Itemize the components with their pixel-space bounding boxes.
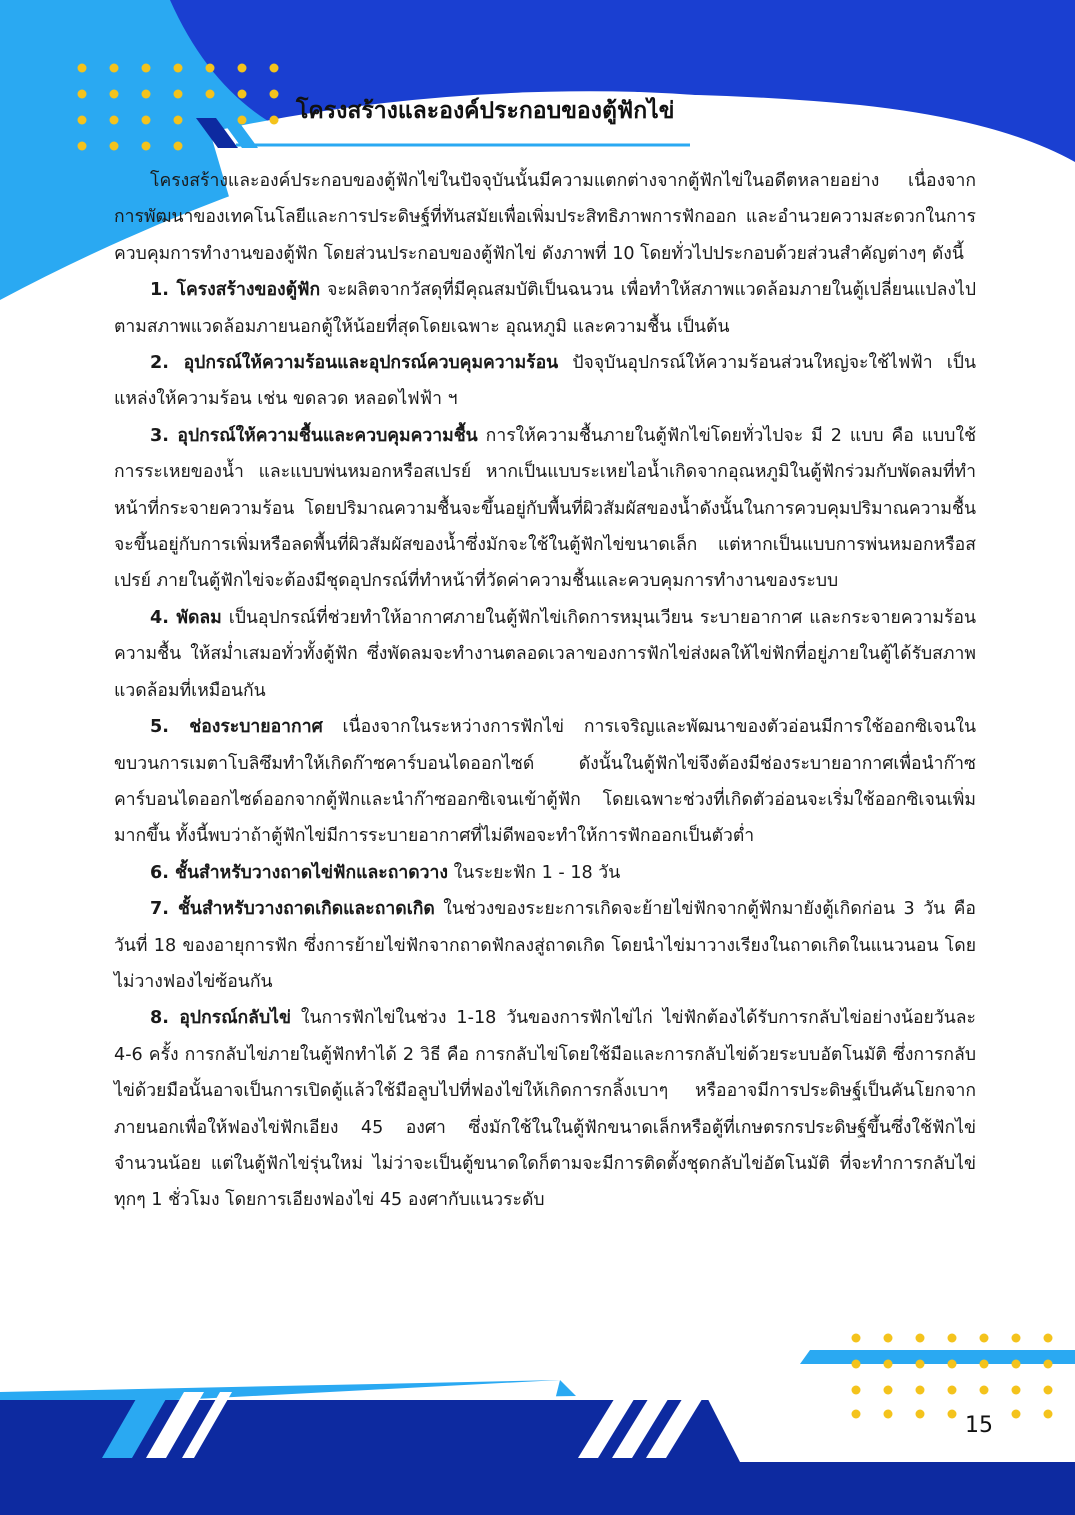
item-egg-turner bbox=[114, 1000, 976, 1218]
document-body bbox=[114, 163, 976, 1219]
item-text: การให้ความชื้นภายในตู้ฟักไข่โดยทั่วไปจะ มี 2 แบบ คือ แบบใช้การระเหยของน้ำ และแบบพ่นหมอกหรือสเปรย์ หากเป็นแบบระเหยไอน้ำเกิดจากอุณหภูมิในตู้ฟักร่วมกับพัดลมที่ทำหน้าที่กระจายความร้อน โดยปริมาณความชื้นจะขึ้นอยู่กับพื้นที่ผิวสัมผัสของน้ำดังนั้นในการควบคุมปริมาณความชื้นจะขึ้นอยู่กับการเพิ่มหรือลดพื้นที่ผิวสัมผัสของน้ำซึ่งมักจะใช้ในตู้ฟักไข่ขนาดเล็ก แต่หากเป็นแบบการพ่นหมอกหรือสเปรย์ ภายในตู้ฟักไข่จะต้องมีชุดอุปกรณ์ที่ทำหน้าที่วัดค่าความชื้นและควบคุมการทำงานของระบบ bbox=[114, 425, 977, 592]
item-humidity bbox=[114, 418, 976, 600]
item-heading: 3. อุปกรณ์ให้ความชื้นและควบคุมความชื้น bbox=[150, 425, 478, 446]
item-text: เนื่องจากในระหว่างการฟักไข่ การเจริญและพัฒนาของตัวอ่อนมีการใช้ออกซิเจนในขบวนการเมตาโบลิซึมทำให้เกิดก๊าซคาร์บอนไดออกไซด์ ดังนั้นในตู้ฟักไข่จึงต้องมีช่องระบายอากาศเพื่อนำก๊าซคาร์บอนไดออกไซด์ออกจากตู้ฟักและนำก๊าซออกซิเจนเข้าตู้ฟัก โดยเฉพาะช่วงที่เกิดตัวอ่อนจะเริ่มใช้ออกซิเจนเพิ่มมากขึ้น ทั้งนี้พบว่าถ้าตู้ฟักไข่มีการระบายอากาศที่ไม่ดีพอจะทำให้การฟักออกเป็นตัวต่ำ bbox=[114, 717, 976, 847]
page-title: โครงสร้างและองค์ประกอบของตู้ฟักไข่ bbox=[296, 98, 675, 124]
item-setter-shelf bbox=[114, 855, 976, 891]
paragraph-text: โครงสร้างและองค์ประกอบของตู้ฟักไข่ในปัจจุบันนั้นมีความแตกต่างจากตู้ฟักไข่ในอดีตหลายอย่าง เนื่องจากการพัฒนาของเทคโนโลยีและการประดิษฐ์ที่ทันสมัยเพื่อเพิ่มประสิทธิภาพการฟักออก และอำนวยความสะดวกในการควบคุมการทำงานของตู้ฟัก โดยส่วนประกอบของตู้ฟักไข่ ดังภาพที่ 10 โดยทั่วไปประกอบด้วยส่วนสำคัญต่างๆ ดังนี้ bbox=[114, 171, 976, 264]
item-text: ในระยะฟัก 1 - 18 วัน bbox=[448, 862, 621, 883]
item-ventilation bbox=[114, 709, 976, 855]
item-heading: 6. ชั้นสำหรับวางถาดไข่ฟักและถาดวาง bbox=[150, 862, 449, 883]
item-heading: 4. พัดลม bbox=[150, 607, 222, 628]
item-heading: 5. ช่องระบายอากาศ bbox=[150, 717, 323, 738]
item-heading: 7. ชั้นสำหรับวางถาดเกิดและถาดเกิด bbox=[150, 899, 435, 920]
footer-right-light-band bbox=[800, 1350, 1075, 1364]
item-structure bbox=[114, 272, 976, 345]
item-text: ในการฟักไข่ในช่วง 1-18 วันของการฟักไข่ไก่ ไข่ฟักต้องได้รับการกลับไข่อย่างน้อยวันละ 4-6 ครั้ง การกลับไข่ภายในตู้ฟักทำได้ 2 วิธี คือ การกลับไข่โดยใช้มือและการกลับไข่ด้วยระบบอัตโนมัติ ซึ่งการกลับไข่ด้วยมือนั้นอาจเป็นการเปิดตู้แล้วใช้มือลูบไปที่ฟองไข่ให้เกิดการกลิ้งเบาๆ หรืออาจมีการประดิษฐ์เป็นคันโยกจากภายนอกเพื่อให้ฟองไข่ฟักเอียง 45 องศา ซึ่งมักใช้ในในตู้ฟักขนาดเล็กหรือตู้ที่เกษตรกรประดิษฐ์ขึ้นซึ่งใช้ฟักไข่จำนวนน้อย แต่ในตู้ฟักไข่รุ่นใหม่ ไม่ว่าจะเป็นตู้ขนาดใดก็ตามจะมีการติดตั้งชุดกลับไข่อัตโนมัติ ที่จะทำการกลับไข่ทุกๆ 1 ชั่วโมง โดยการเอียงฟองไข่ 45 องศากับแนวระดับ bbox=[114, 1008, 976, 1211]
item-heading: 2. อุปกรณ์ให้ความร้อนและอุปกรณ์ควบคุมความร้อน bbox=[150, 353, 559, 374]
item-heading: 1. โครงสร้างของตู้ฟัก bbox=[150, 280, 321, 301]
item-heater bbox=[114, 345, 976, 418]
item-fan bbox=[114, 600, 976, 709]
item-text: ในช่วงของระยะการเกิดจะย้ายไข่ฟักจากตู้ฟักมายังตู้เกิดก่อน 3 วัน คือวันที่ 18 ของอายุการฟัก ซึ่งการย้ายไข่ฟักจากถาดฟักลงสู่ถาดเกิด โดยนำไข่มาวางเรียงในถาดเกิดในแนวนอน โดยไม่วางฟองไข่ซ้อนกัน bbox=[114, 899, 976, 992]
page-number: 15 bbox=[965, 1413, 993, 1438]
item-heading: 8. อุปกรณ์กลับไข่ bbox=[150, 1008, 291, 1029]
item-text: จะผลิตจากวัสดุที่มีคุณสมบัติเป็นฉนวน เพื่อทำให้สภาพแวดล้อมภายในตู้เปลี่ยนแปลงไปตามสภาพแวดล้อมภายนอกตู้ให้น้อยที่สุดโดยเฉพาะ อุณหภูมิ และความชื้น เป็นต้น bbox=[114, 280, 976, 337]
item-text: เป็นอุปกรณ์ที่ช่วยทำให้อากาศภายในตู้ฟักไข่เกิดการหมุนเวียน ระบายอากาศ และกระจายความร้อน ความชื้น ให้สม่ำเสมอทั่วทั้งตู้ฟัก ซึ่งพัดลมจะทำงานตลอดเวลาของการฟักไข่ส่งผลให้ไข่ฟักที่อยู่ภายในตู้ได้รับสภาพแวดล้อมที่เหมือนกัน bbox=[114, 607, 977, 701]
intro-paragraph bbox=[114, 163, 976, 272]
item-text: ปัจจุบันอุปกรณ์ให้ความร้อนส่วนใหญ่จะใช้ไฟฟ้า เป็นแหล่งให้ความร้อน เช่น ขดลวด หลอดไฟฟ้า ฯ bbox=[114, 353, 976, 410]
item-hatcher-shelf bbox=[114, 891, 976, 1000]
